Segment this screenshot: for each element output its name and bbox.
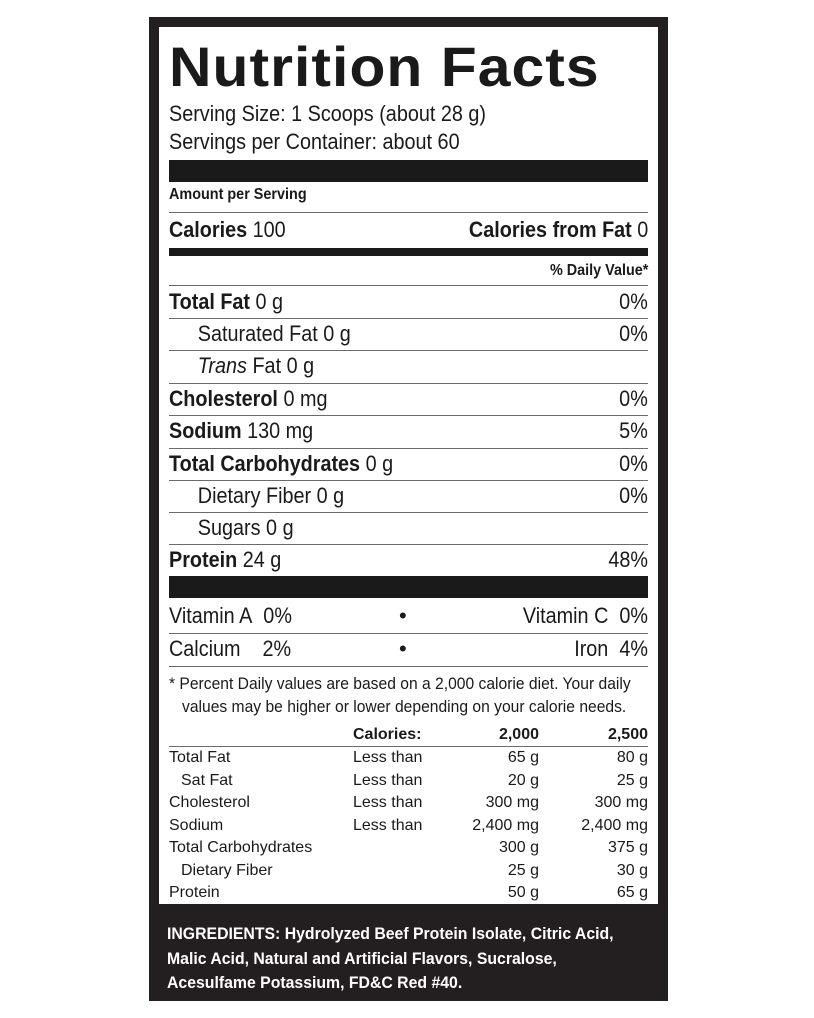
table-row [169,770,648,793]
vitamin-row [169,634,648,664]
label-title: Nutrition Facts [169,35,600,98]
calories-from-fat-label: Calories from Fat [468,217,632,242]
dv-cell: 375 g [607,839,648,856]
nutrient-amount: 0 mg [283,386,328,411]
nutrient-row [169,481,648,511]
dv-cell: Sat Fat [181,771,233,789]
nutrient-row [169,384,648,414]
dv-cell: 300 mg [485,794,539,811]
dv-cell: Less than [353,749,423,766]
vitamin-row [169,601,648,631]
ingredients-text: Malic Acid, Natural and Artificial Flavors, Sucralose, [167,948,557,968]
thick-divider [169,576,648,598]
table-row [169,747,648,770]
daily-value-header: % Daily Value* [549,262,648,279]
nutrient-row [169,287,648,317]
table-row [169,860,648,883]
nutrient-name: Cholesterol [169,386,278,411]
ingredients [167,922,613,996]
nutrient-amount: 0 g [255,289,284,314]
dv-cell: 50 g [507,884,539,901]
dv-header-cell: 2,500 [539,724,648,747]
nutrient-amount: 0 g [266,515,294,540]
vitamin-name: Vitamin A [169,603,253,628]
servings-per-container: Servings per Container: about 60 [169,129,460,154]
dv-cell: Less than [353,816,423,834]
table-row [169,882,648,905]
dv-header-row [169,724,648,747]
vitamin-name: Vitamin C [522,603,609,628]
dv-cell: Total Carbohydrates [169,839,313,856]
dv-cell: 65 g [616,884,648,901]
dv-header-cell: 2,000 [439,724,539,747]
footnote-line1: * Percent Daily values are based on a 2,000 calorie diet. Your daily [169,674,631,693]
dv-cell: Sodium [169,816,224,834]
ingredients-label: INGREDIENTS: [167,924,281,943]
vitamin-value: 4% [619,636,648,661]
calories-value: 100 [252,217,286,242]
nutrient-dv: 0% [619,321,648,346]
nutrient-name: Saturated Fat [197,321,318,346]
footnote-line2: values may be higher or lower depending on your calorie needs. [182,697,627,716]
nutrient-row [169,545,648,575]
nutrient-dv: 0% [619,386,648,411]
nutrient-amount: 0 g [323,321,351,346]
medium-divider [169,248,648,256]
dv-cell: 300 mg [594,794,648,811]
nutrition-label [149,17,668,1001]
calories-from-fat-value: 0 [636,217,648,242]
vitamin-value: 2% [262,636,292,661]
nutrition-panel [159,27,658,904]
nutrient-row [169,449,648,479]
dv-cell: 2,400 mg [581,816,648,834]
divider [169,666,648,667]
dv-cell: Cholesterol [169,794,250,811]
bullet-icon: • [399,636,407,661]
calories-label: Calories [169,217,248,242]
ingredients-text: Hydrolyzed Beef Protein Isolate, Citric Acid, [280,924,614,943]
vitamin-value: 0% [263,603,292,628]
dv-cell: Dietary Fiber [181,861,273,879]
nutrient-amount: 0 g [286,353,315,378]
nutrient-dv: 48% [608,547,648,572]
nutrient-row [169,351,648,381]
dv-cell: Protein [169,884,220,901]
ingredients-text: Acesulfame Potassium, FD&C Red #40. [167,973,463,992]
vitamin-value: 0% [619,603,648,628]
dv-cell: 20 g [507,771,539,789]
table-row [169,837,648,860]
dv-header-cell [169,724,353,747]
nutrient-dv: 0% [619,289,648,314]
table-row [169,815,648,838]
nutrient-name: Total Fat [169,289,251,314]
dv-cell: 25 g [616,771,648,789]
dv-cell: Total Fat [169,749,231,766]
calories-row [169,215,648,245]
dv-cell [353,860,439,883]
nutrient-dv: 5% [619,418,648,443]
bullet-icon: • [399,603,407,628]
dv-cell [353,882,439,905]
dv-cell: 80 g [616,749,648,766]
amount-per-serving: Amount per Serving [169,186,307,203]
nutrient-dv: 0% [619,451,648,476]
nutrient-name-suffix: Fat [252,353,282,378]
dv-cell: 65 g [507,749,539,766]
divider [169,285,648,286]
nutrient-name: Sodium [169,418,242,443]
dv-cell: Less than [353,794,423,811]
dv-cell: 2,400 mg [472,816,539,834]
nutrient-amount: 0 g [365,451,394,476]
nutrient-amount: 0 g [316,483,345,508]
nutrient-amount: 24 g [242,547,282,572]
nutrient-amount: 130 mg [247,418,314,443]
nutrient-name: Protein [169,547,238,572]
nutrient-name: Total Carbohydrates [169,451,361,476]
nutrient-name: Sugars [197,515,261,540]
dv-cell [353,837,439,860]
dv-cell: 25 g [507,861,539,879]
nutrient-name: Trans [197,353,247,378]
dv-cell: 300 g [498,839,539,856]
dv-header-cell: Calories: [353,724,439,747]
daily-values-table [169,724,648,905]
dv-cell: 30 g [616,861,648,879]
dv-cell: Less than [353,771,423,789]
thick-divider [169,160,648,182]
divider [169,212,648,213]
nutrient-row [169,513,648,543]
nutrient-dv: 0% [619,483,648,508]
nutrient-name: Dietary Fiber [197,483,312,508]
vitamin-name: Iron [574,636,609,661]
serving-size: Serving Size: 1 Scoops (about 28 g) [169,101,486,126]
nutrient-row [169,416,648,446]
nutrient-row [169,319,648,349]
table-row [169,792,648,815]
vitamin-name: Calcium [169,636,241,661]
